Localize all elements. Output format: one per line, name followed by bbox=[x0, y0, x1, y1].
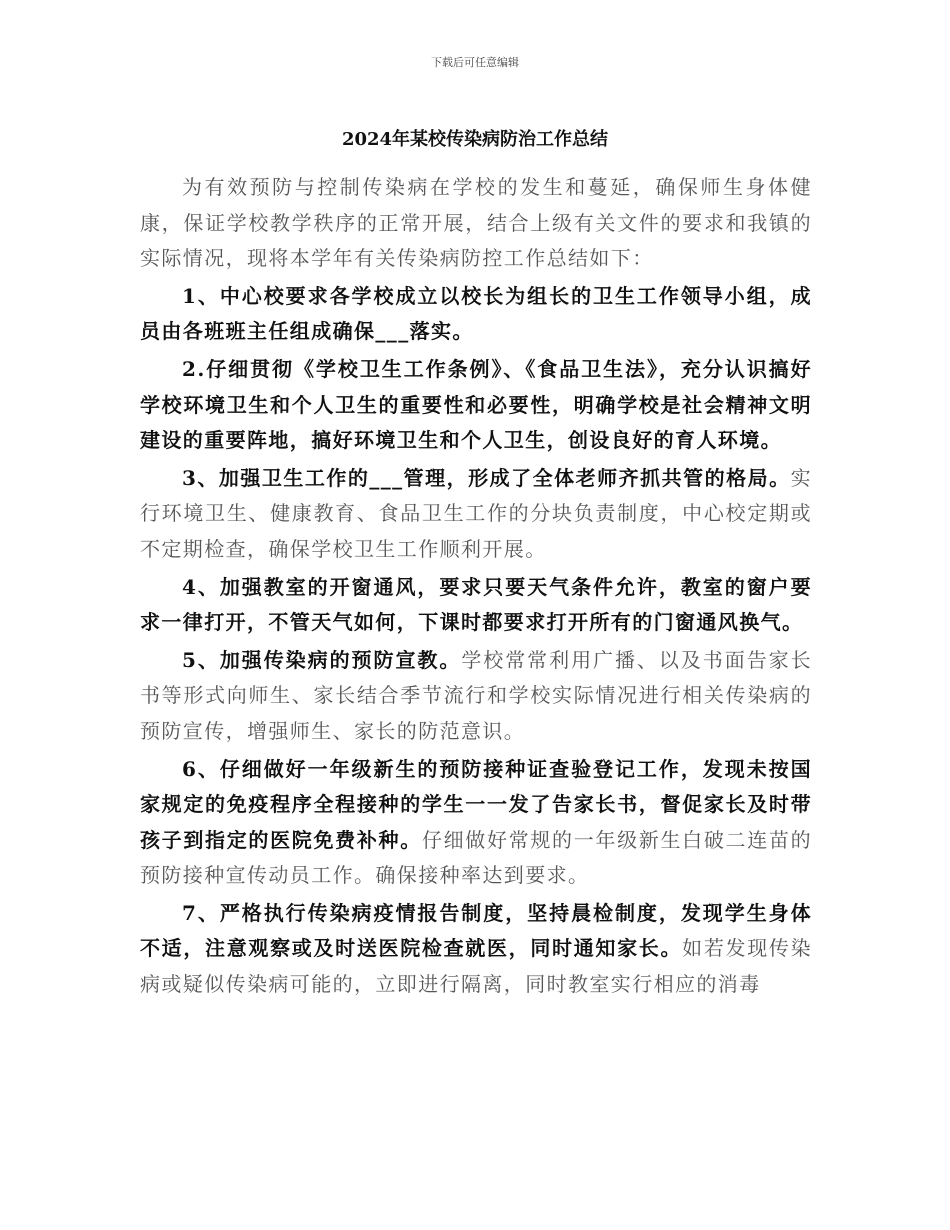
bold-run: 2.仔细贯彻《学校卫生工作条例》、《食品卫生法》，充分认识搞好学校环境卫生和个人卫生的重要性和必要性，明确学校是社会精神文明建设的重要阵地，搞好环境卫生和个人卫生，创设良好的育人环境。 bbox=[140, 356, 812, 453]
text-run: 学校常常利用广播、以及书面告家长书等形式向师生、家长结合季节流行和学校实际情况进行相关传染病的预防宣传，增强师生、家长的防范意识。 bbox=[140, 647, 812, 743]
item-paragraph-7 bbox=[140, 896, 812, 1003]
item-paragraph-4 bbox=[140, 570, 812, 641]
bold-run: 6、仔细做好一年级新生的预防接种证查验登记工作，发现未按国家规定的免疫程序全程接种的学生一一发了告家长书，督促家长及时带孩子到指定的医院免费补种。 bbox=[140, 756, 812, 852]
bold-run: 5、加强传染病的预防宣教。 bbox=[182, 647, 462, 672]
bold-run: 3、加强卫生工作的___管理，形成了全体老师齐抓共管的格局。 bbox=[182, 465, 791, 490]
item-paragraph-6 bbox=[140, 752, 812, 894]
text-run: 仔细做好常规的一年级新生白破二连苗的预防接种宣传动员工作。确保接种率达到要求。 bbox=[140, 827, 813, 888]
item-paragraph-2 bbox=[140, 352, 812, 459]
item-paragraph-3 bbox=[140, 461, 812, 568]
document-title: 2024年某校传染病防治工作总结 bbox=[341, 129, 609, 150]
document-body bbox=[140, 170, 812, 1003]
item-paragraph-5 bbox=[140, 643, 812, 750]
text-run: 实行环境卫生、健康教育、食品卫生工作的分块负责制度，中心校定期或不定期检查，确保学校卫生工作顺利开展。 bbox=[140, 465, 812, 561]
text-run: 为有效预防与控制传染病在学校的发生和蔓延，确保师生身体健康，保证学校教学秩序的正常开展，结合上级有关文件的要求和我镇的实际情况，现将本学年有关传染病防控工作总结如下： bbox=[140, 175, 812, 271]
text-run: 如若发现传染病或疑似传染病可能的，立即进行隔离，同时教室实行相应的消毒 bbox=[140, 936, 813, 997]
bold-run: 1、中心校要求各学校成立以校长为组长的卫生工作领导小组，成员由各班班主任组成确保___落实。 bbox=[140, 283, 812, 344]
bold-run: 4、加强教室的开窗通风，要求只要天气条件允许，教室的窗户要求一律打开，不管天气如何，下课时都要求打开所有的门窗通风换气。 bbox=[140, 574, 812, 635]
item-paragraph-1 bbox=[140, 279, 812, 350]
bold-run: 7、严格执行传染病疫情报告制度，坚持晨检制度，发现学生身体不适，注意观察或及时送医院检查就医，同时通知家长。 bbox=[140, 900, 812, 961]
page-header: 下载后可任意编辑 bbox=[431, 56, 519, 69]
intro-paragraph bbox=[140, 170, 812, 277]
